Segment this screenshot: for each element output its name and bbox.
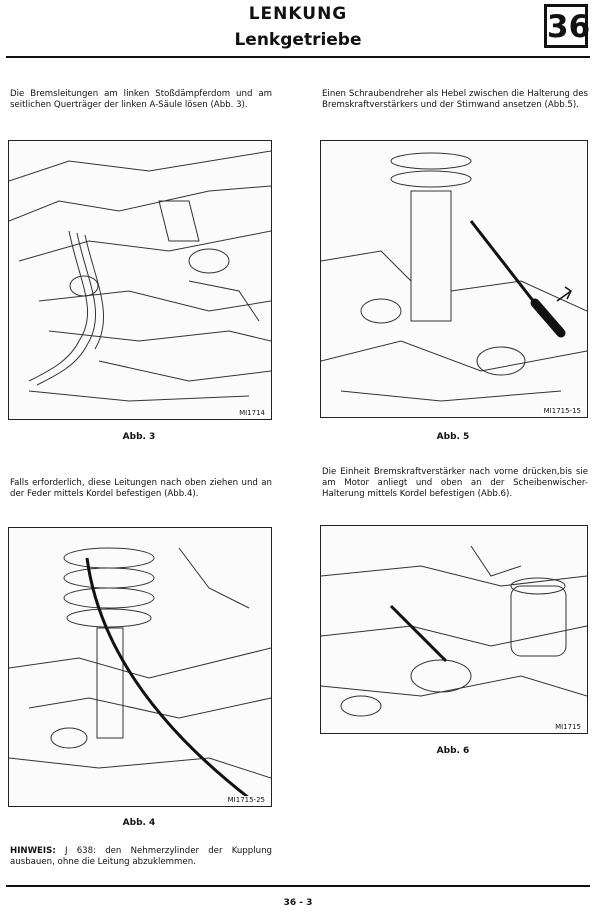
figure-abb-3 [8,140,272,420]
figure-abb-3-code: MI1714 [239,409,265,417]
right-paragraph-2: Die Einheit Bremskraftverstärker nach vorne drücken,bis sie am Motor anliegt und oben an der Scheibenwischer-Halterung mittels Kordel befestigen (Abb.6). [322,467,588,499]
figure-abb-5-code: MI1715-15 [543,407,581,415]
footer-rule [6,885,590,887]
section-title: LENKUNG [248,4,348,24]
figure-abb-6-code: MI1715 [555,723,581,731]
caption-abb-3: Abb. 3 [122,432,156,442]
caption-abb-5: Abb. 5 [436,432,470,442]
caption-abb-6: Abb. 6 [436,746,470,756]
note-paragraph [10,846,272,868]
figure-abb-4-code: MI1715-25 [227,796,265,804]
section-subtitle: Lenkgetriebe [234,30,362,50]
note-text: J 638: den Nehmerzylinder der Kupplung ausbauen, ohne die Leitung abzuklemmen. [10,846,272,867]
right-paragraph-1: Einen Schraubendreher als Hebel zwischen die Halterung des Bremskraftverstärkers und der Stirnwand ansetzen (Abb.5). [322,89,588,110]
left-paragraph-1: Die Bremsleitungen am linken Stoßdämpferdom und am seitlichen Querträger der linken A-Säule lösen (Abb. 3). [10,89,272,110]
note-label: HINWEIS: [10,846,56,856]
figure-abb-5 [320,140,588,418]
figure-abb-4 [8,527,272,807]
figure-abb-6-drawing [321,526,587,733]
caption-abb-4: Abb. 4 [122,818,156,828]
figure-abb-3-drawing [9,141,271,419]
chapter-number-box: 36 [544,4,588,48]
header-rule [6,56,590,58]
figure-abb-6 [320,525,588,734]
page-number: 36 - 3 [283,898,313,908]
figure-abb-5-drawing [321,141,587,417]
figure-abb-4-drawing [9,528,271,806]
left-paragraph-2: Falls erforderlich, diese Leitungen nach oben ziehen und an der Feder mittels Kordel befestigen (Abb.4). [10,478,272,499]
